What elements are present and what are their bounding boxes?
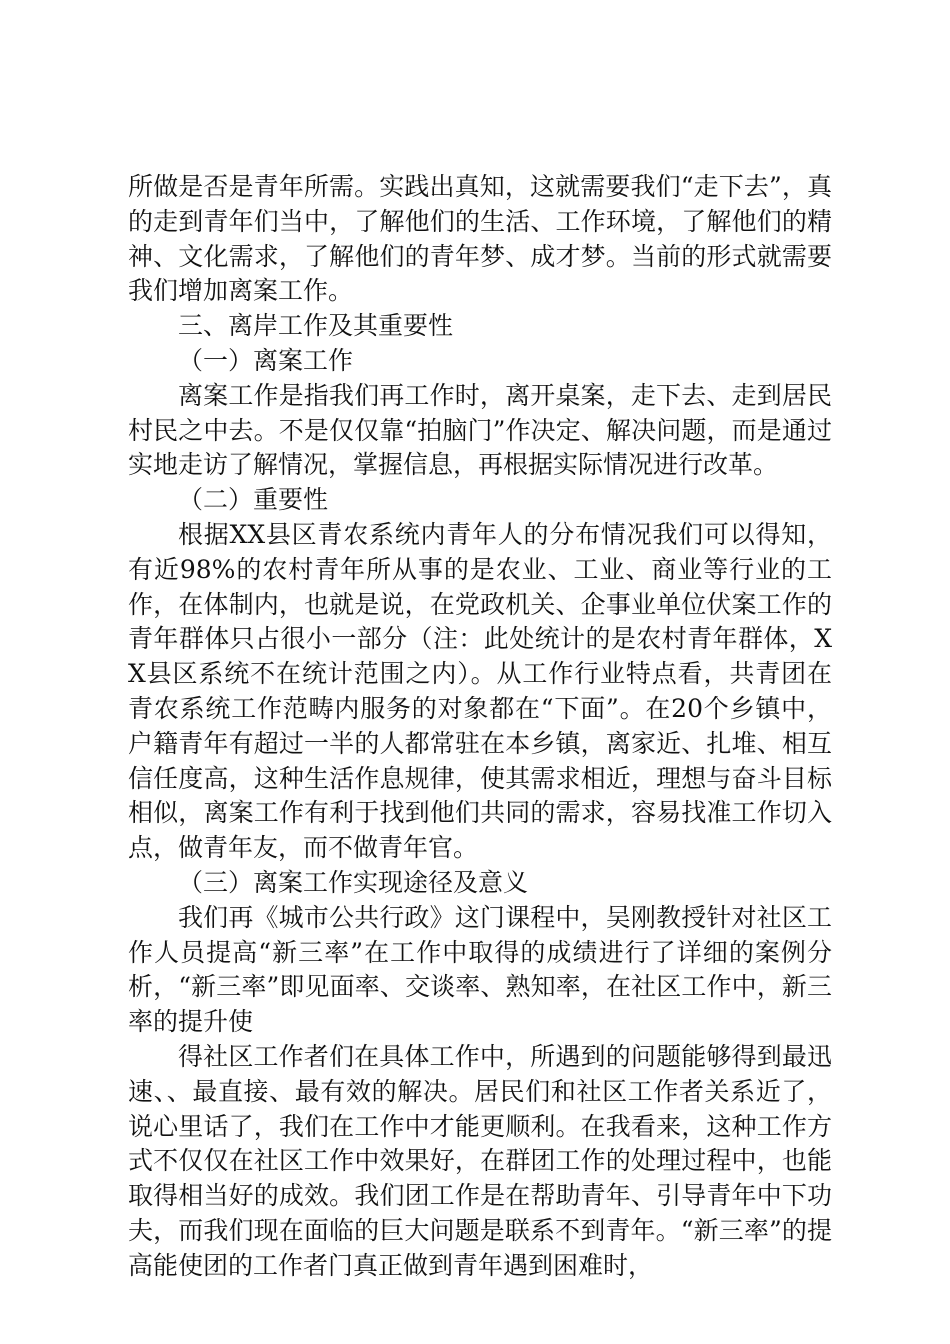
paragraph-definition: 离案工作是指我们再工作时，离开桌案，走下去、走到居民村民之中去。不是仅仅靠“拍脑门”作决定、解决问题，而是通过实地走访了解情况，掌握信息，再根据实际情况进行改革。 — [128, 380, 832, 480]
subheading-2: （二）重要性 — [178, 485, 329, 515]
document-page — [128, 170, 832, 1284]
section-heading-3: 三、离岸工作及其重要性 — [178, 311, 454, 341]
paragraph-approach: 我们再《城市公共行政》这门课程中，吴刚教授针对社区工作人员提高“新三率”在工作中取得的成绩进行了详细的案例分析，“新三率”即见面率、交谈率、熟知率，在社区工作中，新三率的提升使 — [128, 902, 832, 1037]
paragraph-approach-continued: 得社区工作者们在具体工作中，所遇到的问题能够得到最迅速、、最直接、最有效的解决。居民们和社区工作者关系近了，说心里话了，我们在工作中才能更顺利。在我看来，这种工作方式不仅仅在社区工作中效果好，在群团工作的处理过程中，也能取得相当好的成效。我们团工作是在帮助青年、引导青年中下功夫，而我们现在面临的巨大问题是联系不到青年。“新三率”的提高能使团的工作者门真正做到青年遇到困难时， — [128, 1041, 832, 1280]
paragraph-importance: 根据XX县区青农系统内青年人的分布情况我们可以得知，有近98%的农村青年所从事的是农业、工业、商业等行业的工作，在体制内，也就是说，在党政机关、企事业单位伏案工作的青年群体只占很小一部分（注：此处统计的是农村青年群体，XX县区系统不在统计范围之内）。从工作行业特点看，共青团在青农系统工作范畴内服务的对象都在“下面”。在20个乡镇中，户籍青年有超过一半的人都常驻在本乡镇，离家近、扎堆、相互信任度高，这种生活作息规律，使其需求相近，理想与奋斗目标相似，离案工作有利于找到他们共同的需求，容易找准工作切入点，做青年友，而不做青年官。 — [128, 519, 832, 863]
subheading-1: （一）离案工作 — [178, 345, 354, 375]
paragraph-continuation: 所做是否是青年所需。实践出真知，这就需要我们“走下去”，真的走到青年们当中，了解他们的生活、工作环境，了解他们的精神、文化需求，了解他们的青年梦、成才梦。当前的形式就需要我们增加离案工作。 — [128, 172, 832, 306]
subheading-3: （三）离案工作实现途径及意义 — [178, 867, 529, 897]
